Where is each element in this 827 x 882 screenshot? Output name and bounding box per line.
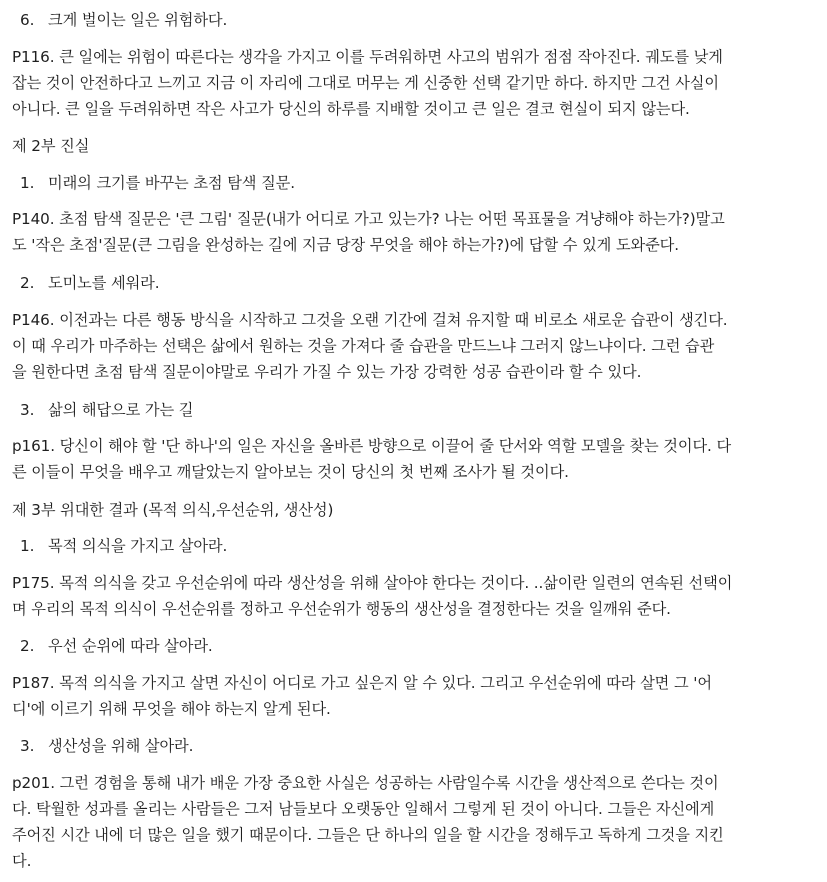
- list-item-text: 생산성을 위해 살아라.: [48, 737, 194, 755]
- paragraph-p116-line-1: P116. 큰 일에는 위험이 따른다는 생각을 가지고 이를 두려워하면 사고의 범위가 점점 작아진다. 궤도를 낮게: [12, 48, 723, 66]
- list-number: 3.: [20, 401, 35, 419]
- list-item-text: 도미노를 세워라.: [48, 274, 160, 292]
- list-number: 3.: [20, 737, 35, 755]
- paragraph-p201-line-2: 다. 탁월한 성과를 올리는 사람들은 그저 남들보다 오랫동안 일해서 그렇게 된 것이 아니다. 그들은 자신에게: [12, 800, 715, 818]
- list-number: 2.: [20, 637, 35, 655]
- list-item-part3-2: [20, 635, 213, 657]
- list-number: 1.: [20, 537, 35, 555]
- paragraph-p140-line-1: P140. 초점 탐색 질문은 '큰 그림' 질문(내가 어디로 가고 있는가? 나는 어떤 목표물을 겨냥해야 하는가?)말고: [12, 210, 725, 228]
- list-number: 6.: [20, 11, 35, 29]
- paragraph-p201-line-1: p201. 그런 경험을 통해 내가 배운 가장 중요한 사실은 성공하는 사람일수록 시간을 생산적으로 쓴다는 것이: [12, 774, 719, 792]
- list-item-text: 삶의 해답으로 가는 길: [48, 401, 194, 419]
- paragraph-p146-line-2: 이 때 우리가 마주하는 선택은 삶에서 원하는 것을 가져다 줄 습관을 만드느냐 그러지 않느냐이다. 그런 습관: [12, 337, 715, 355]
- list-item-part3-1: [20, 535, 227, 557]
- paragraph-p161-line-2: 른 이들이 무엇을 배우고 깨달았는지 알아보는 것이 당신의 첫 번째 조사가 될 것이다.: [12, 463, 569, 481]
- paragraph-p187-line-1: P187. 목적 의식을 가지고 살면 자신이 어디로 가고 싶은지 알 수 있다. 그리고 우선순위에 따라 살면 그 '어: [12, 674, 712, 692]
- paragraph-p116-line-3: 아니다. 큰 일을 두려워하면 작은 사고가 당신의 하루를 지배할 것이고 큰 일은 결코 현실이 되지 않는다.: [12, 100, 690, 118]
- paragraph-p140-line-2: 도 '작은 초점'질문(큰 그림을 완성하는 길에 지금 당장 무엇을 해야 하는가?)에 답할 수 있게 도와준다.: [12, 236, 679, 254]
- paragraph-p116-line-2: 잡는 것이 안전하다고 느끼고 지금 이 자리에 그대로 머무는 게 신중한 선택 같기만 하다. 하지만 그건 사실이: [12, 74, 719, 92]
- paragraph-p201-line-3: 주어진 시간 내에 더 많은 일을 했기 때문이다. 그들은 단 하나의 일을 할 시간을 정해두고 독하게 그것을 지킨: [12, 826, 724, 844]
- list-number: 2.: [20, 274, 35, 292]
- paragraph-p175-line-1: P175. 목적 의식을 갖고 우선순위에 따라 생산성을 위해 살아야 한다는 것이다. ..삶이란 일련의 연속된 선택이: [12, 574, 733, 592]
- list-item-text: 우선 순위에 따라 살아라.: [48, 637, 213, 655]
- list-item-text: 미래의 크기를 바꾸는 초점 탐색 질문.: [48, 174, 295, 192]
- paragraph-p201-line-4: 다.: [12, 852, 32, 870]
- list-item-6: [20, 9, 227, 31]
- list-item-part2-2: [20, 272, 159, 294]
- part-2-heading: 제 2부 진실: [12, 137, 90, 155]
- paragraph-p161-line-1: p161. 당신이 해야 할 '단 하나'의 일은 자신을 올바른 방향으로 이끌어 줄 단서와 역할 모델을 찾는 것이다. 다: [12, 437, 732, 455]
- paragraph-p146-line-1: P146. 이전과는 다른 행동 방식을 시작하고 그것을 오랜 기간에 걸쳐 유지할 때 비로소 새로운 습관이 생긴다.: [12, 311, 728, 329]
- list-item-text: 크게 벌이는 일은 위험하다.: [48, 11, 228, 29]
- part-3-heading: 제 3부 위대한 결과 (목적 의식,우선순위, 생산성): [12, 501, 334, 519]
- list-item-text: 목적 의식을 가지고 살아라.: [48, 537, 228, 555]
- list-item-part2-3: [20, 399, 193, 421]
- list-number: 1.: [20, 174, 35, 192]
- list-item-part2-1: [20, 172, 295, 194]
- paragraph-p175-line-2: 며 우리의 목적 의식이 우선순위를 정하고 우선순위가 행동의 생산성을 결정한다는 것을 일깨워 준다.: [12, 600, 671, 618]
- paragraph-p146-line-3: 을 원한다면 초점 탐색 질문이야말로 우리가 가질 수 있는 가장 강력한 성공 습관이라 할 수 있다.: [12, 363, 642, 381]
- list-item-part3-3: [20, 735, 193, 757]
- paragraph-p187-line-2: 디'에 이르기 위해 무엇을 해야 하는지 알게 된다.: [12, 700, 331, 718]
